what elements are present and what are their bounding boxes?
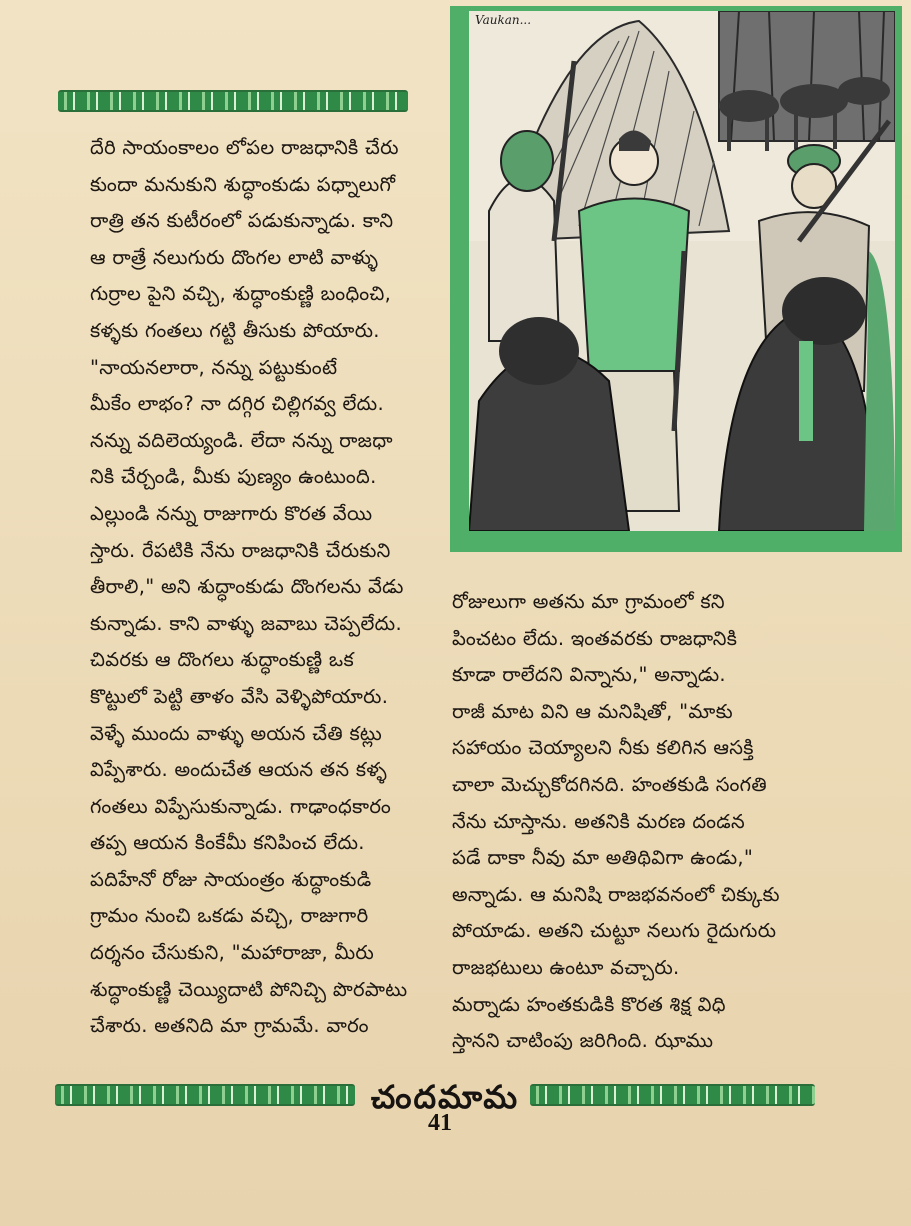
text-line: చివరకు ఆ దొంగలు శుద్ధాంకుణ్ణి ఒక bbox=[90, 648, 354, 672]
text-line: పించటం లేదు. ఇంతవరకు రాజధానికి bbox=[452, 626, 738, 650]
artist-signature: Vaukan... bbox=[475, 13, 532, 27]
right-text-column bbox=[452, 584, 837, 1060]
text-line: రాజీ మాట విని ఆ మనిషితో, "మాకు bbox=[452, 699, 733, 723]
text-line: అన్నాడు. ఆ మనిషి రాజభవనంలో చిక్కుకు bbox=[452, 882, 780, 906]
text-line: "నాయనలారా, నన్ను పట్టుకుంటే bbox=[90, 355, 338, 379]
top-ornament-border bbox=[58, 90, 408, 112]
text-line: నేను చూస్తాను. అతనికి మరణ దండన bbox=[452, 809, 746, 833]
text-line: తీరాలి," అని శుద్ధాంకుడు దొంగలను వేడు bbox=[90, 575, 404, 599]
text-line: కళ్ళకు గంతలు గట్టి తీసుకు పోయారు. bbox=[90, 318, 380, 342]
text-line: రోజులుగా అతను మా గ్రామంలో కని bbox=[452, 590, 725, 613]
left-text-column bbox=[90, 130, 440, 1045]
text-line: రాత్రి తన కుటీరంలో పడుకున్నాడు. కాని bbox=[90, 209, 394, 233]
text-line: పదిహేనో రోజు సాయంత్రం శుద్ధాంకుడి bbox=[90, 867, 372, 891]
text-line: కొట్టులో పెట్టి తాళం వేసి వెళ్ళిపోయారు. bbox=[90, 684, 389, 708]
text-line: గంతలు విప్పేసుకున్నాడు. గాఢాంధకారం bbox=[90, 794, 392, 818]
text-line: మీకేం లాభం? నా దగ్గిర చిల్లిగవ్వ లేదు. bbox=[90, 392, 384, 416]
footer-ornament-right bbox=[530, 1084, 815, 1106]
text-line: గుర్రాల పైని వచ్చి, శుద్ధాంకుణ్ణి బంధించి, bbox=[90, 282, 392, 306]
text-line: దేరి సాయంకాలం లోపల రాజధానికి చేరు bbox=[90, 136, 399, 159]
text-line: శుద్ధాంకుణ్ణి చెయ్యిదాటి పోనిచ్చి పొరపాటు bbox=[90, 977, 408, 1001]
text-line: చేశారు. అతనిది మా గ్రామమే. వారం bbox=[90, 1014, 369, 1038]
bandits-capture-illustration bbox=[469, 11, 895, 531]
page-number: 41 bbox=[428, 1110, 452, 1136]
text-line: ఆ రాత్రే నలుగురు దొంగల లాటి వాళ్ళు bbox=[90, 245, 379, 269]
text-line: పోయాడు. అతని చుట్టూ నలుగు రైదుగురు bbox=[452, 919, 777, 943]
text-line: విప్పేశారు. అందుచేత ఆయన తన కళ్ళ bbox=[90, 758, 388, 782]
text-line: పడే దాకా నీవు మా అతిథివిగా ఉండు," bbox=[452, 846, 754, 870]
text-line: కుందా మనుకుని శుద్ధాంకుడు పధ్నాలుగో bbox=[90, 172, 396, 196]
text-line: తప్ప ఆయన కింకేమీ కనిపించ లేదు. bbox=[90, 831, 365, 855]
magazine-masthead: చందమామ bbox=[370, 1078, 520, 1116]
text-line: నికి చేర్చండి, మీకు పుణ్యం ఉంటుంది. bbox=[90, 465, 377, 489]
text-line: ఎల్లుండి నన్ను రాజుగారు కొరత వేయి bbox=[90, 501, 373, 525]
footer-ornament-left bbox=[55, 1084, 355, 1106]
text-line: స్తారు. రేపటికి నేను రాజధానికి చేరుకుని bbox=[90, 538, 391, 562]
text-line: కున్నాడు. కాని వాళ్ళు జవాబు చెప్పలేదు. bbox=[90, 611, 402, 635]
text-line: నన్ను వదిలెయ్యండి. లేదా నన్ను రాజధా bbox=[90, 428, 393, 452]
text-line: మర్నాడు హంతకుడికి కొరత శిక్ష విధి bbox=[452, 992, 726, 1016]
text-line: వెళ్ళే ముందు వాళ్ళు అయన చేతి కట్లు bbox=[90, 721, 383, 745]
text-line: రాజభటులు ఉంటూ వచ్చారు. bbox=[452, 955, 680, 979]
text-line: స్తానని చాటింపు జరిగింది. ఝాము bbox=[452, 1029, 714, 1053]
story-illustration bbox=[469, 11, 895, 531]
text-line: దర్శనం చేసుకుని, "మహారాజా, మీరు bbox=[90, 941, 375, 965]
text-line: గ్రామం నుంచి ఒకడు వచ్చి, రాజుగారి bbox=[90, 904, 369, 928]
text-line: కూడా రాలేదని విన్నాను," అన్నాడు. bbox=[452, 663, 726, 687]
text-line: చాలా మెచ్చుకోదగినది. హంతకుడి సంగతి bbox=[452, 772, 767, 796]
text-line: సహాయం చెయ్యాలని నీకు కలిగిన ఆసక్తి bbox=[452, 736, 754, 760]
